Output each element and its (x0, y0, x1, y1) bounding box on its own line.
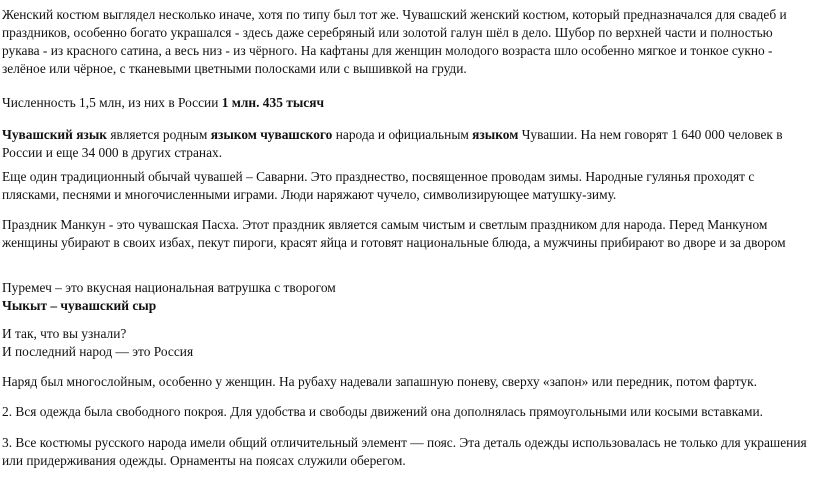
paragraph-language (2, 126, 810, 162)
paragraph-loose-cut (2, 403, 810, 421)
text-line: Женский костюм выглядел несколько иначе, хотя по типу был тот же. Чувашский женский костюм, который предназначался для свадеб и (2, 7, 787, 22)
text-line: Еще один традиционный обычай чувашей – Саварни. Это празднество, посвященное проводам зимы. Народные гулянья проходят с (2, 169, 755, 184)
paragraph-belt (2, 434, 810, 470)
text-line (2, 126, 810, 144)
text-line: женщины убирают в своих избах, пекут пироги, красят яйца и готовят национальные блюда, а мужчины прибирают во дворе и за двором (2, 235, 786, 250)
text-line: Праздник Манкун - это чувашская Пасха. Этот праздник является самым чистым и светлым праздником для народа. Перед Манкуном (2, 217, 768, 232)
text-run: Чувашии. На нем говорят 1 640 000 человек в (518, 127, 783, 142)
text-line: праздников, особенно богато украшался - здесь даже серебряный или золотой галун шёл в дело. Шубор по верхней части и полностью (2, 25, 773, 40)
bold-run: языком (472, 127, 519, 142)
bold-run: Чувашский язык (2, 127, 107, 142)
text-line: И так, что вы узнали? (2, 326, 127, 341)
text-run: народа и официальным (332, 127, 473, 142)
text-line: зелёное или чёрное, с тканевыми цветными полосками или с вышивкой на груди. (2, 61, 467, 76)
paragraph-summary (2, 325, 810, 361)
text-line (2, 297, 810, 315)
paragraph-population (2, 94, 810, 112)
text-line: рукава - из красного сатина, а весь низ - из чёрного. На кафтаны для женщин молодого возраста шло особенно мягкое и тонкое сукно - (2, 43, 773, 58)
paragraph-mankun (2, 216, 810, 252)
text-line: И последний народ — это Россия (2, 344, 194, 359)
text-line: Пуремеч – это вкусная национальная ватрушка с творогом (2, 280, 336, 295)
paragraph-savarni (2, 168, 810, 204)
text-line: или придерживания одежды. Орнаменты на поясах служили оберегом. (2, 453, 406, 468)
text-line: Наряд был многослойным, особенно у женщин. На рубаху надевали запашную поневу, сверху «запон» или передник, потом фартук. (2, 374, 757, 389)
text-run: является родным (107, 127, 211, 142)
paragraph-layered-outfit (2, 373, 810, 391)
text-line: 3. Все костюмы русского народа имели общий отличительный элемент — пояс. Эта деталь одежды использовалась не только для украшения (2, 435, 807, 450)
text-line: 2. Вся одежда была свободного покроя. Для удобства и свободы движений она дополнялась прямоугольными или косыми вставками. (2, 404, 763, 419)
text-line: России и еще 34 000 в других странах. (2, 145, 223, 160)
paragraph-womens-costume (2, 6, 810, 78)
bold-run: 1 млн. 435 тысяч (221, 95, 325, 110)
text-line: плясками, песнями и многочисленными играми. Люди наряжают чучело, символизирующее матушку-зиму. (2, 187, 617, 202)
paragraph-food (2, 279, 810, 315)
bold-run: Чыкыт – чувашский сыр (2, 298, 157, 313)
text-run: Численность 1,5 млн, из них в России (2, 95, 222, 110)
bold-run: языком чувашского (210, 127, 333, 142)
